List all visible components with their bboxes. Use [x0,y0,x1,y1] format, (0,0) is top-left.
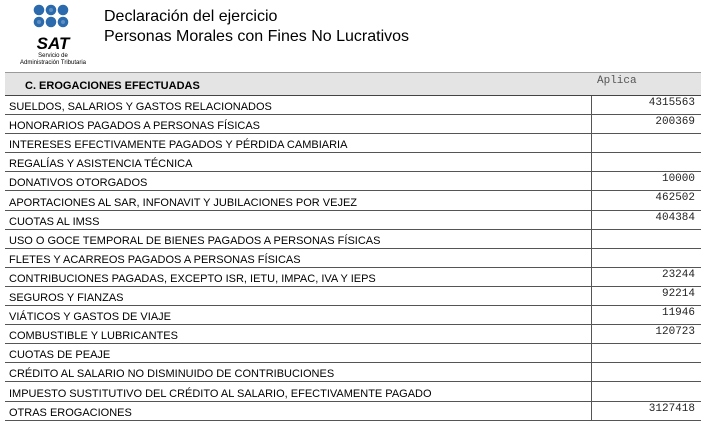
sat-dots-icon [18,4,88,36]
table-row [5,363,701,382]
table-row [5,402,701,421]
row-value: 200369 [591,115,701,133]
logo-subtitle [12,53,94,66]
table-row [5,211,701,230]
row-value: 11946 [591,306,701,324]
row-value [591,382,701,400]
row-label: CONTRIBUCIONES PAGADAS, EXCEPTO ISR, IETU, IMPAC, IVA Y IEPS [9,272,376,285]
row-value: 10000 [591,172,701,190]
page-title [104,7,409,47]
table-row [5,230,701,249]
table-row [5,268,701,287]
row-label: VIÁTICOS Y GASTOS DE VIAJE [9,311,171,324]
table-row [5,287,701,306]
row-value: 404384 [591,211,701,229]
table-row [5,382,701,401]
table-row [5,249,701,268]
erogaciones-table [5,72,701,421]
page-title-line2: Personas Morales con Fines No Lucrativos [104,28,410,45]
row-label: CRÉDITO AL SALARIO NO DISMINUIDO DE CONTRIBUCIONES [9,368,335,381]
row-value [591,230,701,248]
row-value: 4315563 [591,96,701,114]
table-row [5,306,701,325]
row-value: 3127418 [591,402,701,420]
row-label: FLETES Y ACARREOS PAGADOS A PERSONAS FÍSICAS [9,253,301,266]
row-value: 23244 [591,268,701,286]
row-label: SUELDOS, SALARIOS Y GASTOS RELACIONADOS [9,101,272,114]
row-value: 120723 [591,325,701,343]
row-label: INTERESES EFECTIVAMENTE PAGADOS Y PÉRDIDA CAMBIARIA [9,139,348,152]
table-row [5,134,701,153]
logo-subtitle-line2: Administración Tributaria [19,59,87,66]
row-label: SEGUROS Y FIANZAS [9,292,124,305]
table-row [5,325,701,344]
row-label: HONORARIOS PAGADOS A PERSONAS FÍSICAS [9,120,261,133]
row-label: CUOTAS DE PEAJE [9,349,111,362]
row-label: OTRAS EROGACIONES [9,406,132,419]
table-row [5,344,701,363]
table-row [5,96,701,115]
row-value: 462502 [591,191,701,209]
section-header [5,72,701,96]
table-row [5,172,701,191]
row-value [591,134,701,152]
logo-name: SAT [36,34,70,53]
row-value: 92214 [591,287,701,305]
row-label: REGALÍAS Y ASISTENCIA TÉCNICA [9,158,193,171]
table-row [5,115,701,134]
table-row [5,153,701,172]
page-title-line1: Declaración del ejercicio [104,8,278,25]
row-value [591,363,701,381]
row-value [591,153,701,171]
row-label: COMBUSTIBLE Y LUBRICANTES [9,330,178,343]
row-value [591,249,701,267]
row-value [591,344,701,362]
aplica-column-header: Aplica [597,75,637,87]
row-label: CUOTAS AL IMSS [9,215,100,228]
table-row [5,191,701,210]
row-label: USO O GOCE TEMPORAL DE BIENES PAGADOS A PERSONAS FÍSICAS [9,234,381,247]
row-label: DONATIVOS OTORGADOS [9,177,148,190]
sat-logo [18,4,88,66]
row-label: IMPUESTO SUSTITUTIVO DEL CRÉDITO AL SALARIO, EFECTIVAMENTE PAGADO [9,387,432,400]
rows-container [5,96,701,421]
logo-subtitle-line1: Servicio de [38,53,68,59]
section-title: C. EROGACIONES EFECTUADAS [25,80,200,92]
row-label: APORTACIONES AL SAR, INFONAVIT Y JUBILACIONES POR VEJEZ [9,196,358,209]
